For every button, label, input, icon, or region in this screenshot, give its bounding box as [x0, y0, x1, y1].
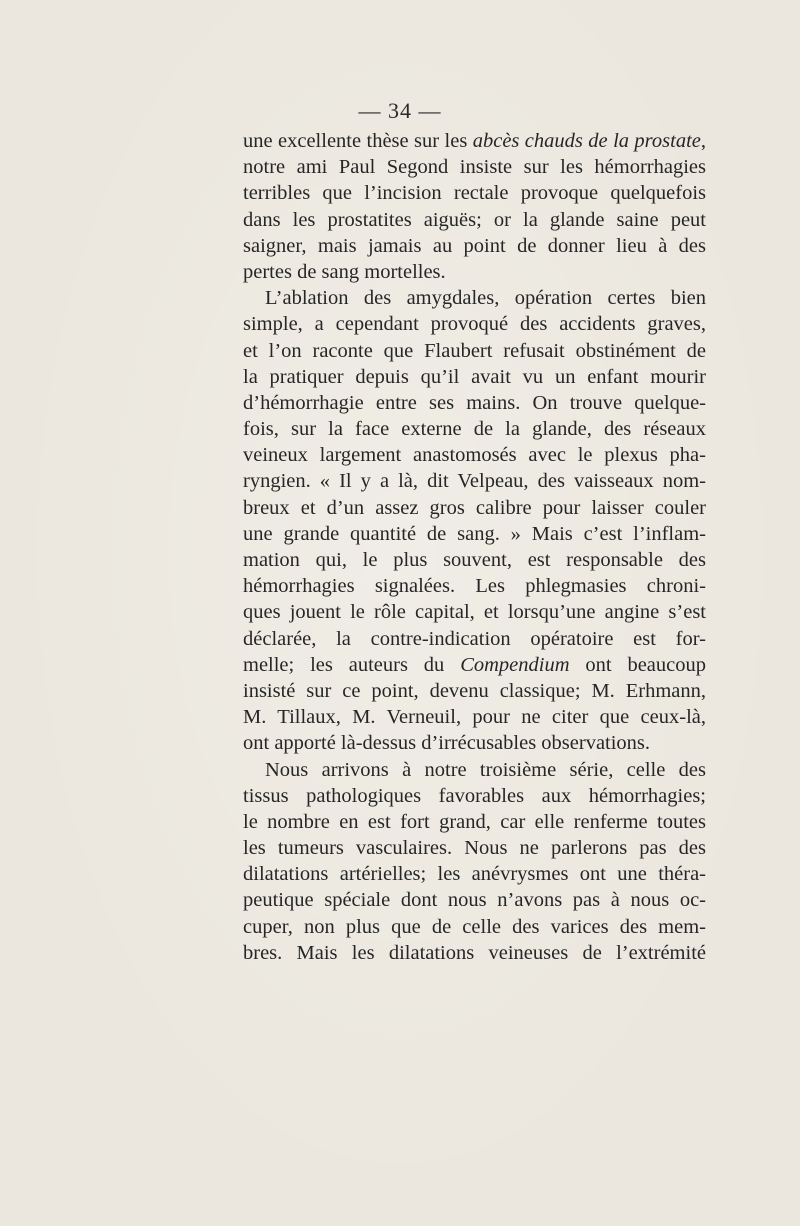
text-line [243, 730, 706, 756]
text-segment: cuper, non plus que de celle des varices des mem- [243, 915, 706, 938]
text-line [243, 338, 706, 364]
body-text [243, 128, 706, 966]
text-segment: terribles que l’incision rectale provoque quelquefois [243, 182, 706, 205]
text-segment: une grande quantité de sang. » Mais c’est l’inflam- [243, 522, 706, 545]
text-line [243, 442, 706, 468]
text-segment: ryngien. « Il y a là, dit Velpeau, des vaisseaux nom- [243, 470, 706, 493]
text-segment: ont beaucoup [569, 653, 706, 676]
text-line [243, 207, 706, 233]
text-line [243, 154, 706, 180]
text-segment: le nombre en est fort grand, car elle renferme toutes [243, 810, 706, 833]
text-line [243, 783, 706, 809]
text-line [243, 521, 706, 547]
text-segment: mation qui, le plus souvent, est responsable des [243, 549, 706, 571]
page-number: — 34 — [358, 98, 442, 123]
text-line [243, 835, 706, 861]
text-segment: veineux largement anastomosés avec le plexus pha- [243, 444, 706, 467]
text-line [243, 364, 706, 390]
text-segment: insisté sur ce point, devenu classique; M. Erhmann, [243, 679, 706, 702]
text-segment: et l’on raconte que Flaubert refusait obstinément de [243, 339, 706, 362]
text-segment: les tumeurs vasculaires. Nous ne parlerons pas des [243, 837, 706, 860]
text-segment: la pratiquer depuis qu’il avait vu un enfant mourir [243, 365, 706, 388]
text-line [243, 311, 706, 337]
text-line [243, 416, 706, 442]
text-segment: fois, sur la face externe de la glande, des réseaux [243, 418, 706, 441]
text-segment: dans les prostatites aiguës; or la glande saine peut [243, 208, 706, 231]
text-line [243, 940, 706, 966]
text-segment: une excellente thèse sur les [243, 130, 473, 152]
text-segment: pertes de sang mortelles. [243, 260, 446, 283]
text-segment: Nous arrivons à notre troisième série, celle des [265, 758, 706, 781]
text-segment: notre ami Paul Segond insiste sur les hémorrhagies [243, 156, 706, 179]
text-line [243, 390, 706, 416]
text-line [243, 809, 706, 835]
text-segment: ques jouent le rôle capital, et lorsqu’une angine s’est [243, 601, 706, 624]
text-segment: , [700, 130, 706, 152]
text-line [243, 652, 706, 678]
text-segment: simple, a cependant provoqué des accidents graves, [243, 313, 706, 336]
text-line [243, 599, 706, 625]
text-segment: dilatations artérielles; les anévrysmes ont une théra- [243, 863, 706, 886]
text-line [243, 285, 706, 311]
text-segment: peutique spéciale dont nous n’avons pas à nous oc- [243, 889, 706, 912]
text-line [243, 887, 706, 913]
text-segment: M. Tillaux, M. Verneuil, pour ne citer que ceux-là, [243, 706, 706, 729]
text-line [243, 128, 706, 154]
text-segment: L’ablation des amygdales, opération certes bien [265, 287, 706, 310]
text-segment: ont apporté là-dessus d’irrécusables observations. [243, 732, 651, 755]
text-segment: hémorrhagies signalées. Les phlegmasies chroni- [243, 575, 706, 598]
text-line [243, 468, 706, 494]
text-line [243, 547, 706, 573]
text-segment: breux et d’un assez gros calibre pour laisser couler [243, 496, 706, 519]
text-segment: tissus pathologiques favorables aux hémorrhagies; [243, 784, 706, 807]
text-line [243, 573, 706, 599]
text-segment: d’hémorrhagie entre ses mains. On trouve quelque- [243, 391, 706, 414]
text-line [243, 914, 706, 940]
text-line [243, 678, 706, 704]
text-line [243, 180, 706, 206]
text-segment: déclarée, la contre-indication opératoire est for- [243, 627, 706, 650]
text-line [243, 704, 706, 730]
text-segment: saigner, mais jamais au point de donner lieu à des [243, 234, 706, 257]
text-line [243, 259, 706, 285]
text-line [243, 861, 706, 887]
text-line [243, 757, 706, 783]
text-line [243, 626, 706, 652]
text-line [243, 233, 706, 259]
italic-text: abcès chauds de la prostate [472, 130, 701, 152]
text-segment: bres. Mais les dilatations veineuses de l’extrémité [243, 941, 706, 964]
text-line [243, 495, 706, 521]
text-segment: melle; les auteurs du [243, 653, 461, 676]
italic-text: Compendium [460, 653, 570, 676]
